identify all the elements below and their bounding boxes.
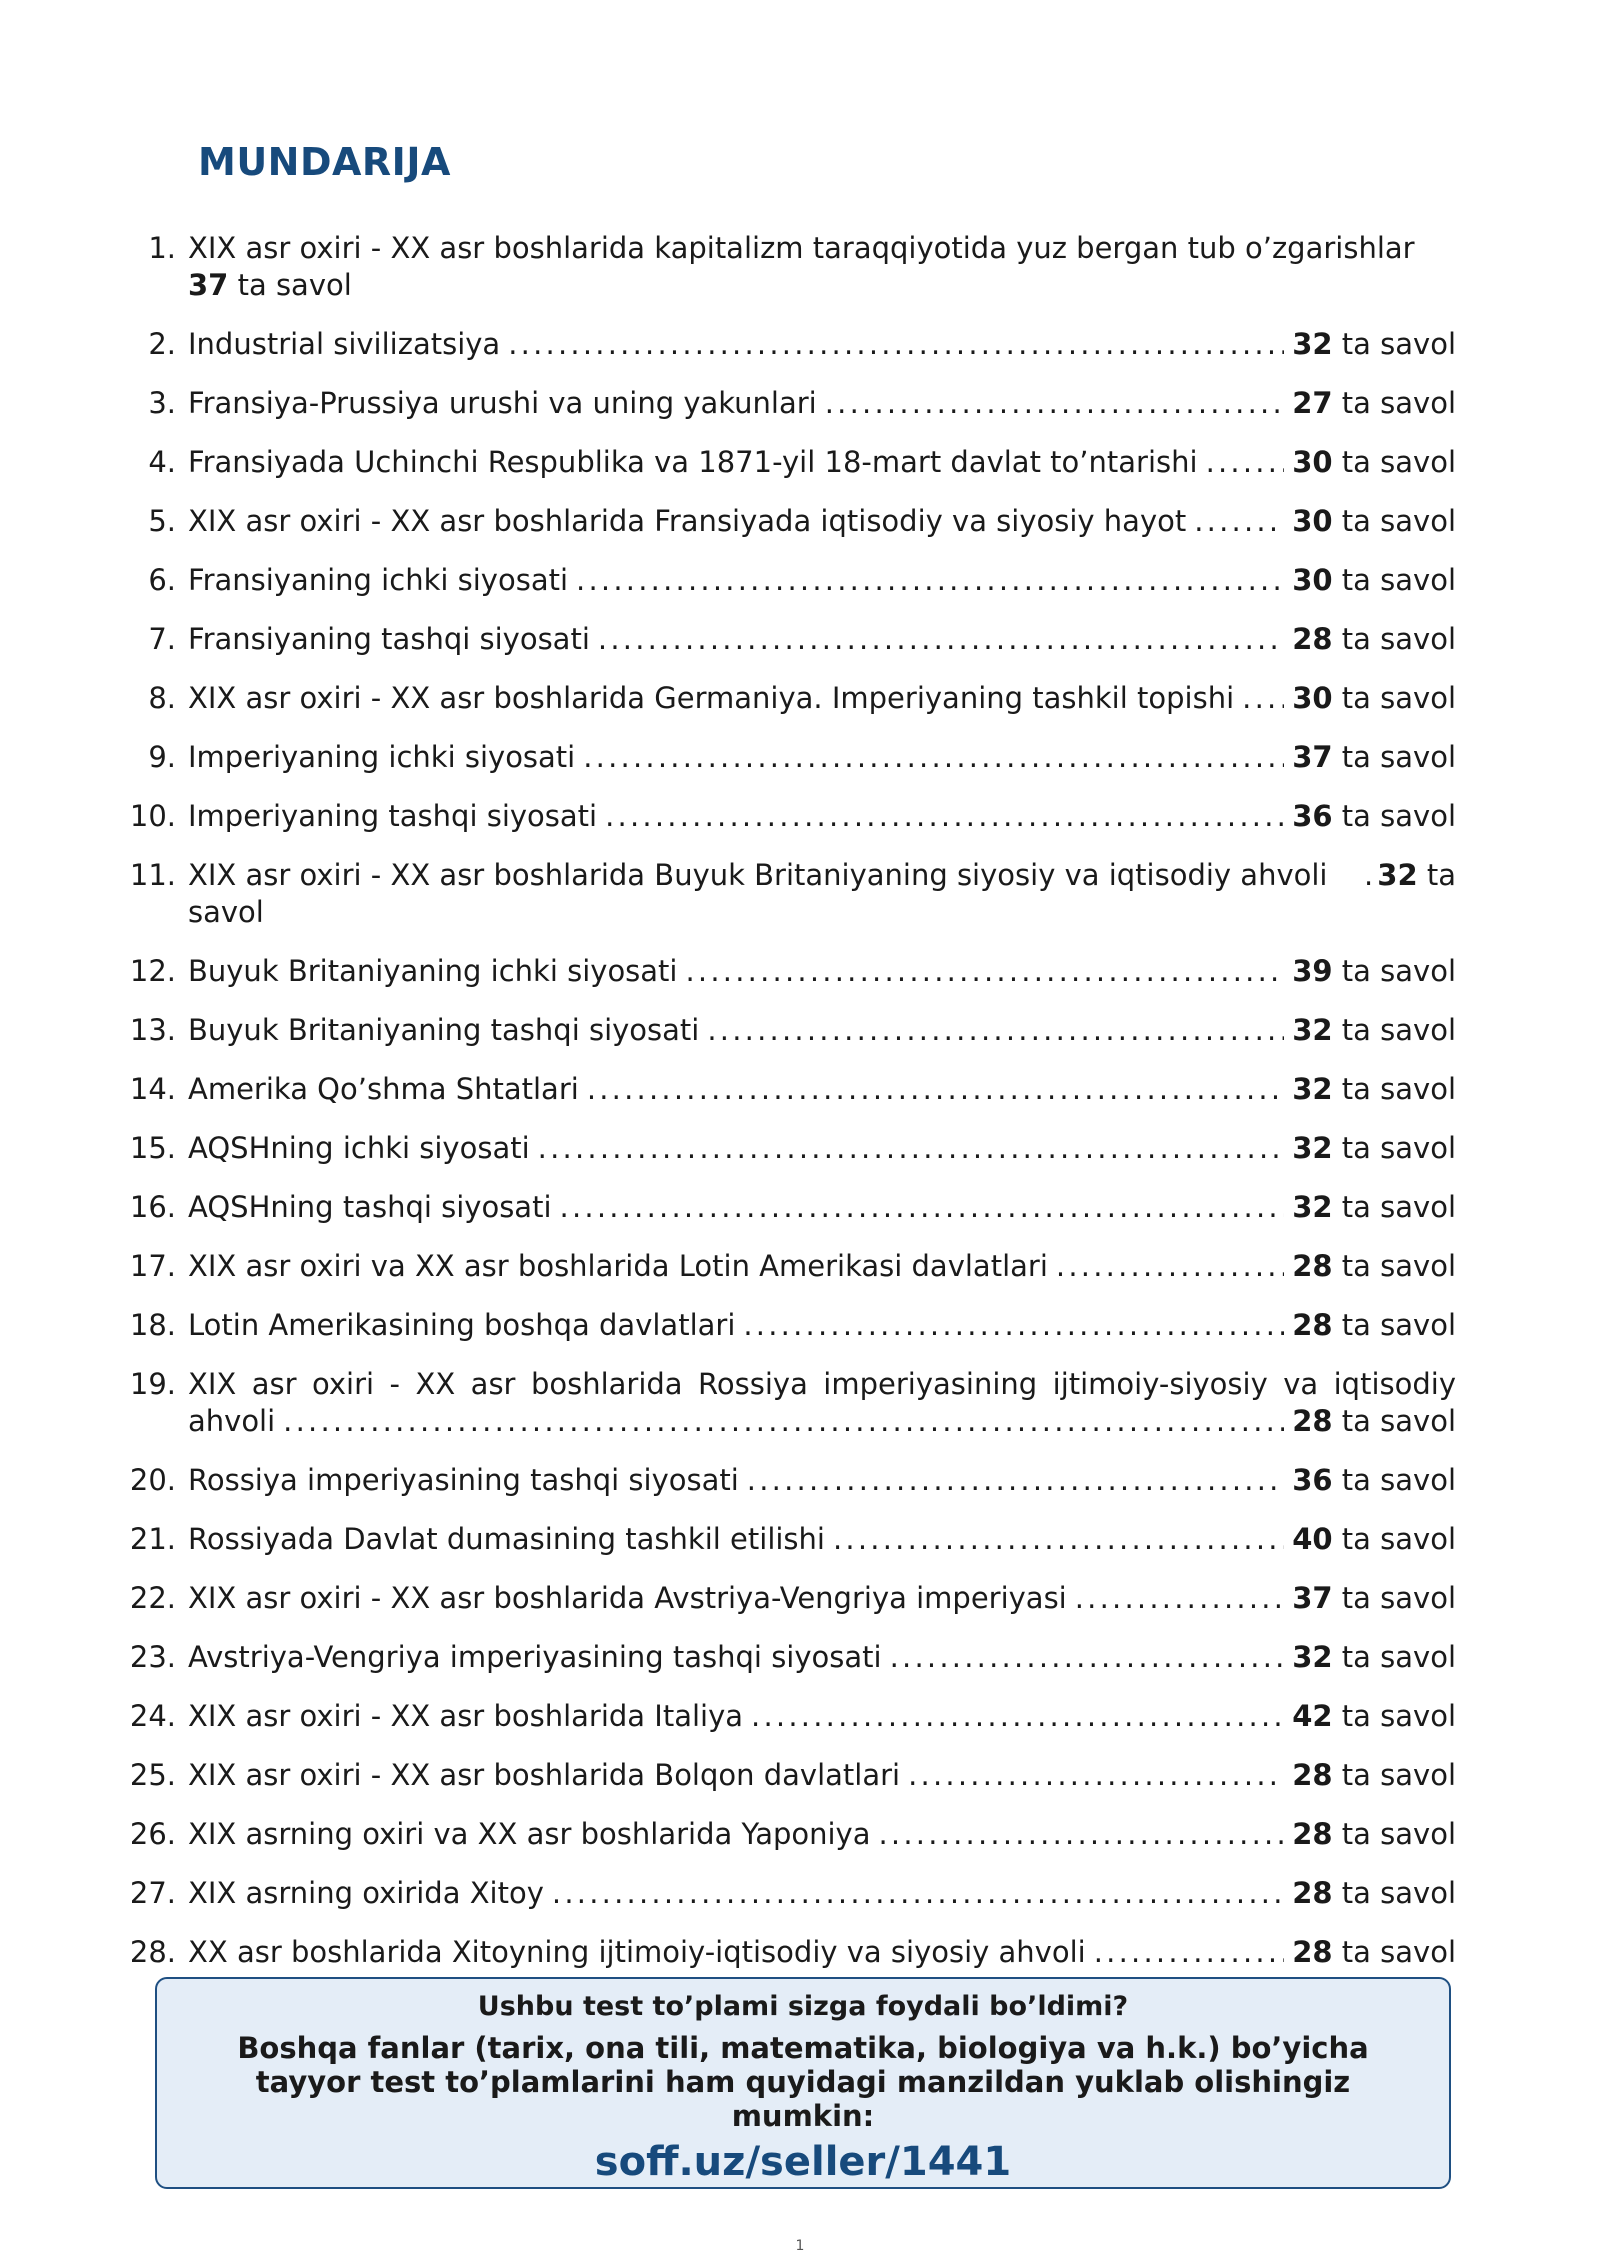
question-count: 28	[1292, 1308, 1333, 1342]
toc-leader	[560, 1189, 1285, 1226]
toc-item[interactable]	[120, 1248, 1456, 1285]
toc-item-title: XIX asr oxiri - XX asr boshlarida Bolqon davlatlari	[188, 1758, 901, 1792]
count-unit: ta savol	[1341, 445, 1456, 479]
promo-link[interactable]: soff.uz/seller/1441	[594, 2139, 1012, 2185]
toc-item[interactable]	[120, 621, 1456, 658]
toc-line	[188, 1403, 1456, 1440]
toc-line	[188, 1071, 1456, 1108]
toc-item[interactable]	[120, 503, 1456, 540]
toc-item-title: AQSHning tashqi siyosati	[188, 1190, 552, 1224]
question-count: 28	[1292, 1249, 1333, 1283]
count-unit: ta savol	[1341, 1876, 1456, 1910]
toc-leader	[890, 1639, 1285, 1676]
promo-text: Boshqa fanlar (tarix, ona tili, matematika, biologiya va h.k.) bo’yicha tayyor test to’plamlarini ham quyidagi manzildan yuklab olishingiz mumkin:	[237, 2031, 1369, 2133]
count-unit: ta savol	[1341, 386, 1456, 420]
toc-line	[188, 1698, 1456, 1735]
toc-item-body	[188, 1307, 1456, 1344]
toc-item-body	[188, 1248, 1456, 1285]
toc-leader	[908, 1757, 1284, 1794]
toc-item-number: 4.	[148, 445, 176, 479]
toc-item-number: 22.	[129, 1581, 176, 1615]
toc-item-title: Rossiya imperiyasining tashqi siyosati	[188, 1463, 739, 1497]
toc-leader	[1206, 444, 1285, 481]
toc-line	[188, 739, 1456, 776]
toc-item-title: Fransiyaning ichki siyosati	[188, 563, 569, 597]
toc-line	[188, 621, 1456, 658]
toc-item-count	[1292, 1462, 1456, 1499]
toc-item-title: Imperiyaning tashqi siyosati	[188, 799, 598, 833]
toc-item-count	[1292, 798, 1456, 835]
toc-item-body	[188, 1521, 1456, 1558]
toc-item-body	[188, 230, 1456, 304]
toc-leader	[538, 1130, 1285, 1167]
table-of-contents	[120, 230, 1456, 1993]
toc-item-count	[1292, 1248, 1456, 1285]
toc-leader	[552, 1875, 1284, 1912]
toc-item[interactable]	[120, 1639, 1456, 1676]
toc-item-count	[1292, 562, 1456, 599]
toc-line	[188, 444, 1456, 481]
toc-item[interactable]	[120, 680, 1456, 717]
toc-line	[188, 1248, 1456, 1285]
toc-item-body	[188, 1639, 1456, 1676]
question-count: 36	[1292, 799, 1333, 833]
toc-item-body	[188, 739, 1456, 776]
toc-item[interactable]	[120, 857, 1456, 931]
toc-item[interactable]	[120, 953, 1456, 990]
toc-leader	[1242, 680, 1284, 717]
toc-item-body	[188, 1698, 1456, 1735]
toc-item-title: XIX asr oxiri - XX asr boshlarida Italiya	[188, 1699, 744, 1733]
toc-line	[188, 1639, 1456, 1676]
toc-item-count	[1292, 503, 1456, 540]
toc-item-count	[1292, 953, 1456, 990]
count-unit: ta savol	[1341, 1817, 1456, 1851]
toc-line	[188, 1462, 1456, 1499]
question-count: 42	[1292, 1699, 1333, 1733]
toc-item-body	[188, 1580, 1456, 1617]
toc-item-count	[1292, 1521, 1456, 1558]
question-count: 30	[1292, 445, 1333, 479]
toc-item-title: Fransiyada Uchinchi Respublika va 1871-yil 18-mart davlat to’ntarishi	[188, 445, 1198, 479]
toc-item[interactable]	[120, 798, 1456, 835]
toc-item[interactable]	[120, 1189, 1456, 1226]
toc-item-title: XIX asr oxiri - XX asr boshlarida kapitalizm taraqqiyotida yuz bergan tub o’zgarishlar	[188, 231, 1415, 265]
toc-item-number: 28.	[129, 1935, 176, 1969]
question-count: 40	[1292, 1522, 1333, 1556]
toc-item[interactable]	[120, 1934, 1456, 1971]
count-unit: ta savol	[1341, 1522, 1456, 1556]
toc-leader	[743, 1307, 1284, 1344]
toc-item-count	[1292, 1875, 1456, 1912]
toc-item-body	[188, 1130, 1456, 1167]
toc-item-title: Buyuk Britaniyaning tashqi siyosati	[188, 1013, 700, 1047]
toc-leader	[587, 1071, 1284, 1108]
toc-item-number: 14.	[129, 1072, 176, 1106]
toc-item-count	[1292, 739, 1456, 776]
toc-line	[188, 1816, 1456, 1853]
toc-leader	[508, 326, 1284, 363]
toc-item-count	[1292, 1698, 1456, 1735]
count-unit: ta savol	[1341, 1131, 1456, 1165]
toc-item[interactable]	[120, 1366, 1456, 1440]
question-count: 32	[1292, 327, 1333, 361]
page-title: MUNDARIJA	[198, 140, 451, 184]
toc-item-count	[188, 268, 352, 302]
toc-item-number: 25.	[129, 1758, 176, 1792]
question-count: 32	[1377, 858, 1418, 892]
count-unit: ta savol	[1341, 1935, 1456, 1969]
count-unit-part: ta	[1417, 858, 1456, 892]
question-count: 30	[1292, 681, 1333, 715]
toc-item-body	[188, 562, 1456, 599]
toc-item-number: 15.	[129, 1131, 176, 1165]
toc-item[interactable]	[120, 1698, 1456, 1735]
toc-item[interactable]	[120, 562, 1456, 599]
toc-item-number: 27.	[129, 1876, 176, 1910]
toc-leader	[1075, 1580, 1284, 1617]
toc-item-body	[188, 680, 1456, 717]
toc-item-title: Lotin Amerikasining boshqa davlatlari	[188, 1308, 736, 1342]
toc-item[interactable]	[120, 1816, 1456, 1853]
toc-leader	[576, 562, 1284, 599]
toc-item-body	[188, 444, 1456, 481]
toc-line	[188, 1307, 1456, 1344]
toc-item-number: 20.	[129, 1463, 176, 1497]
toc-leader	[879, 1816, 1285, 1853]
toc-item[interactable]	[120, 230, 1456, 304]
count-unit: ta savol	[1341, 504, 1456, 538]
toc-line	[188, 1189, 1456, 1226]
count-unit: ta savol	[1341, 1190, 1456, 1224]
toc-line	[188, 953, 1456, 990]
toc-leader	[825, 385, 1284, 422]
count-unit: ta savol	[1341, 1640, 1456, 1674]
toc-item[interactable]	[120, 1580, 1456, 1617]
toc-leader	[751, 1698, 1284, 1735]
count-unit: ta savol	[1341, 1013, 1456, 1047]
count-unit: ta savol	[237, 268, 352, 302]
toc-item-title: AQSHning ichki siyosati	[188, 1131, 530, 1165]
toc-leader	[1094, 1934, 1285, 1971]
toc-item[interactable]	[120, 326, 1456, 363]
toc-item-body	[188, 1934, 1456, 1971]
toc-item-title: Avstriya-Vengriya imperiyasining tashqi siyosati	[188, 1640, 882, 1674]
toc-item-title: XIX asr oxiri - XX asr boshlarida Avstriya-Vengriya imperiyasi	[188, 1581, 1067, 1615]
toc-item-body	[188, 1189, 1456, 1226]
toc-item[interactable]	[120, 385, 1456, 422]
toc-item-title: XIX asr oxiri - XX asr boshlarida Germaniya. Imperiyaning tashkil topishi	[188, 681, 1235, 715]
toc-item-body	[188, 1366, 1456, 1440]
count-unit: ta savol	[1341, 622, 1456, 656]
toc-leader	[747, 1462, 1284, 1499]
toc-item-number: 19.	[129, 1367, 176, 1401]
toc-leader	[1056, 1248, 1284, 1285]
toc-item-body	[188, 503, 1456, 540]
toc-line	[188, 385, 1456, 422]
toc-item-body	[188, 953, 1456, 990]
count-unit: ta savol	[1341, 1463, 1456, 1497]
toc-item-number: 18.	[129, 1308, 176, 1342]
toc-item-count	[1292, 444, 1456, 481]
toc-item-count	[1292, 1757, 1456, 1794]
question-count: 28	[1292, 1817, 1333, 1851]
question-count: 32	[1292, 1013, 1333, 1047]
toc-line	[188, 857, 1456, 894]
question-count: 32	[1292, 1190, 1333, 1224]
toc-item-title-cont: ahvoli	[188, 1404, 276, 1438]
toc-item-count	[1292, 621, 1456, 658]
toc-item-count	[1292, 1307, 1456, 1344]
toc-item-count	[1292, 1403, 1456, 1440]
toc-item-count	[1292, 680, 1456, 717]
question-count: 32	[1292, 1131, 1333, 1165]
toc-leader	[598, 621, 1284, 658]
toc-item-number: 10.	[129, 799, 176, 833]
toc-item-title: Fransiyaning tashqi siyosati	[188, 622, 590, 656]
question-count: 39	[1292, 954, 1333, 988]
toc-item[interactable]	[120, 1462, 1456, 1499]
count-unit: ta savol	[1341, 799, 1456, 833]
count-unit: ta savol	[1341, 327, 1456, 361]
toc-item-count	[1292, 1130, 1456, 1167]
toc-item[interactable]	[120, 1012, 1456, 1049]
toc-item-count	[1292, 326, 1456, 363]
toc-item-number: 11.	[129, 858, 176, 892]
toc-item-count	[1292, 1071, 1456, 1108]
toc-item-count	[1292, 1012, 1456, 1049]
toc-item-title: Fransiya-Prussiya urushi va uning yakunlari	[188, 386, 817, 420]
count-unit: ta savol	[1341, 1072, 1456, 1106]
question-count: 37	[1292, 1581, 1333, 1615]
toc-leader	[707, 1012, 1284, 1049]
toc-item-title: XIX asrning oxirida Xitoy	[188, 1876, 544, 1910]
toc-line	[188, 1875, 1456, 1912]
count-unit: ta savol	[1341, 1404, 1456, 1438]
toc-item-body	[188, 857, 1456, 931]
promo-question: Ushbu test to’plami sizga foydali bo’ldimi?	[477, 1991, 1129, 2022]
toc-item[interactable]	[120, 739, 1456, 776]
toc-item-title: XIX asr oxiri - XX asr boshlarida Rossiya imperiyasining ijtimoiy-siyosiy va iqtisodiy	[188, 1367, 1456, 1401]
toc-item-body	[188, 1462, 1456, 1499]
toc-item-title: XIX asr oxiri va XX asr boshlarida Lotin Amerikasi davlatlari	[188, 1249, 1048, 1283]
count-unit: ta savol	[1341, 1308, 1456, 1342]
question-count: 27	[1292, 386, 1333, 420]
count-unit: ta savol	[1341, 954, 1456, 988]
toc-item-number: 23.	[129, 1640, 176, 1674]
toc-item[interactable]	[120, 1307, 1456, 1344]
count-unit: ta savol	[1341, 1699, 1456, 1733]
count-unit-rest: savol	[188, 895, 264, 929]
toc-item-body	[188, 1757, 1456, 1794]
toc-item-title: Industrial sivilizatsiya	[188, 327, 501, 361]
count-unit: ta savol	[1341, 1249, 1456, 1283]
toc-item[interactable]	[120, 1521, 1456, 1558]
toc-item-number: 21.	[129, 1522, 176, 1556]
toc-item-number: 24.	[129, 1699, 176, 1733]
toc-item-count	[1292, 1189, 1456, 1226]
toc-item-number: 26.	[129, 1817, 176, 1851]
toc-line	[188, 680, 1456, 717]
toc-item-title: Amerika Qo’shma Shtatlari	[188, 1072, 579, 1106]
toc-line	[188, 1012, 1456, 1049]
toc-item-number: 5.	[148, 504, 176, 538]
question-count: 37	[188, 268, 229, 302]
count-unit: ta savol	[1341, 563, 1456, 597]
toc-item-title: XIX asr oxiri - XX asr boshlarida Fransiyada iqtisodiy va siyosiy hayot	[188, 504, 1187, 538]
toc-item-count	[1292, 385, 1456, 422]
question-count: 28	[1292, 1404, 1333, 1438]
toc-item-body	[188, 385, 1456, 422]
toc-item-body	[188, 326, 1456, 363]
toc-item-count	[1292, 1639, 1456, 1676]
toc-item-number: 8.	[148, 681, 176, 715]
question-count: 32	[1292, 1640, 1333, 1674]
toc-line	[188, 562, 1456, 599]
question-count: 37	[1292, 740, 1333, 774]
toc-line	[188, 503, 1456, 540]
question-count: 30	[1292, 504, 1333, 538]
count-unit: ta savol	[1341, 740, 1456, 774]
toc-leader	[605, 798, 1284, 835]
toc-line	[188, 326, 1456, 363]
toc-item[interactable]	[120, 1757, 1456, 1794]
toc-line	[188, 1757, 1456, 1794]
toc-item-body	[188, 1071, 1456, 1108]
toc-item-number: 13.	[129, 1013, 176, 1047]
toc-item[interactable]	[120, 1875, 1456, 1912]
toc-item-number: 17.	[129, 1249, 176, 1283]
toc-item-title: Buyuk Britaniyaning ichki siyosati	[188, 954, 678, 988]
toc-line	[188, 1580, 1456, 1617]
count-unit: ta savol	[1341, 1581, 1456, 1615]
toc-item-number: 2.	[148, 327, 176, 361]
toc-item-body	[188, 1012, 1456, 1049]
toc-item-number: 1.	[148, 231, 176, 265]
toc-line	[188, 1934, 1456, 1971]
toc-item-number: 16.	[129, 1190, 176, 1224]
toc-item-number: 9.	[148, 740, 176, 774]
toc-item-number: 7.	[148, 622, 176, 656]
question-count: 28	[1292, 1876, 1333, 1910]
toc-item-count	[1292, 1934, 1456, 1971]
question-count: 36	[1292, 1463, 1333, 1497]
toc-item-body	[188, 1816, 1456, 1853]
toc-item[interactable]	[120, 1130, 1456, 1167]
toc-item-title: XX asr boshlarida Xitoyning ijtimoiy-iqtisodiy va siyosiy ahvoli	[188, 1935, 1086, 1969]
toc-leader: .	[1364, 858, 1374, 892]
question-count: 28	[1292, 622, 1333, 656]
toc-line	[188, 798, 1456, 835]
count-unit: ta savol	[1341, 681, 1456, 715]
promo-box	[155, 1977, 1451, 2189]
toc-item-title: XIX asrning oxiri va XX asr boshlarida Yaponiya	[188, 1817, 871, 1851]
toc-item-title: Imperiyaning ichki siyosati	[188, 740, 576, 774]
toc-item-body	[188, 798, 1456, 835]
toc-item-count	[1292, 1580, 1456, 1617]
toc-item-count	[1292, 1816, 1456, 1853]
toc-item[interactable]	[120, 444, 1456, 481]
toc-leader	[686, 953, 1285, 990]
question-count: 28	[1292, 1935, 1333, 1969]
toc-leader	[583, 739, 1284, 776]
toc-line	[188, 1521, 1456, 1558]
toc-item-title: Rossiyada Davlat dumasining tashkil etilishi	[188, 1522, 825, 1556]
toc-item[interactable]	[120, 1071, 1456, 1108]
toc-leader	[1194, 503, 1284, 540]
toc-item-number: 12.	[129, 954, 176, 988]
toc-line	[188, 1130, 1456, 1167]
toc-item-number: 6.	[148, 563, 176, 597]
count-unit: ta savol	[1341, 1758, 1456, 1792]
toc-leader	[833, 1521, 1284, 1558]
question-count: 32	[1292, 1072, 1333, 1106]
toc-item-body	[188, 621, 1456, 658]
toc-item-number: 3.	[148, 386, 176, 420]
toc-leader	[283, 1403, 1284, 1440]
question-count: 30	[1292, 563, 1333, 597]
toc-item-title: XIX asr oxiri - XX asr boshlarida Buyuk Britaniyaning siyosiy va iqtisodiy ahvoli	[188, 858, 1328, 892]
question-count: 28	[1292, 1758, 1333, 1792]
toc-item-body	[188, 1875, 1456, 1912]
page-number: 1	[795, 2238, 805, 2254]
